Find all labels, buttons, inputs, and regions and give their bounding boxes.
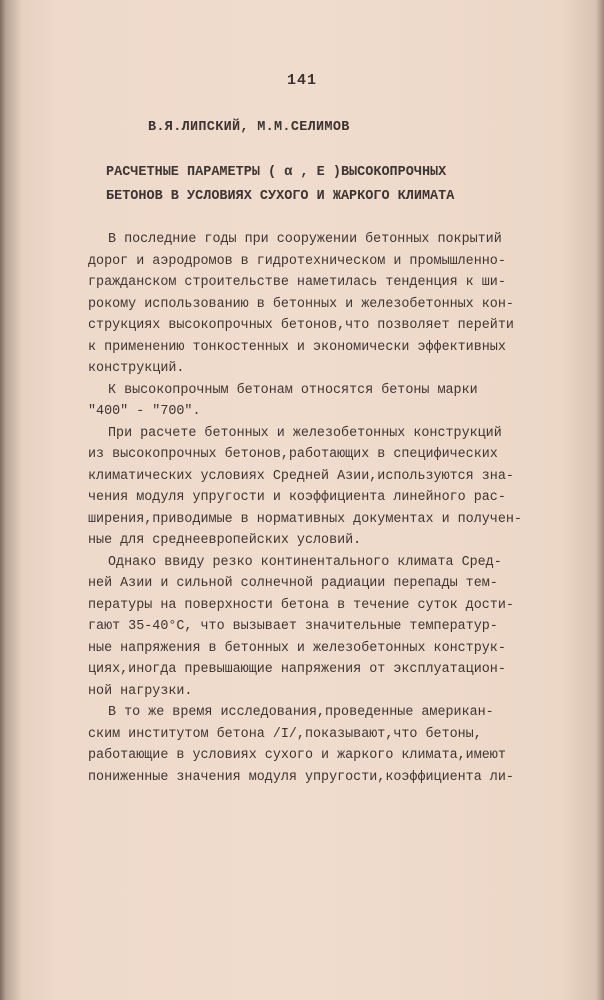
text-line: ней Азии и сильной солнечной радиации перепады тем-: [88, 576, 498, 591]
paragraph: [88, 423, 538, 552]
text-line: ные напряжения в бетонных и железобетонных конструк-: [88, 640, 506, 656]
text-line: гражданском строительстве наметилась тенденция к ши-: [88, 275, 506, 290]
paragraph: [88, 380, 538, 423]
text-line: климатических условиях Средней Азии,используются зна-: [88, 468, 514, 484]
text-line: При расчете бетонных и железобетонных конструкций: [108, 425, 502, 441]
text-line: ной нагрузки.: [88, 683, 193, 699]
text-line: "400" - "700".: [88, 404, 201, 419]
text-line: К высокопрочным бетонам относятся бетоны марки: [108, 382, 478, 398]
article-title: [106, 161, 454, 209]
authors: В.Я.ЛИПСКИЙ, М.М.СЕЛИМОВ: [148, 120, 350, 135]
paragraph: [88, 552, 538, 703]
text-line: струкциях высокопрочных бетонов,что позволяет перейти: [88, 318, 514, 333]
text-line: В последние годы при сооружении бетонных покрытий: [108, 232, 502, 247]
text-line: рокому использованию в бетонных и железобетонных кон-: [88, 296, 514, 312]
text-line: чения модуля упругости и коэффициента линейного рас-: [88, 490, 506, 505]
title-line: БЕТОНОВ В УСЛОВИЯХ СУХОГО И ЖАРКОГО КЛИМАТА: [106, 189, 455, 204]
text-line: из высокопрочных бетонов,работающих в специфических: [88, 447, 498, 462]
text-line: ширения,приводимые в нормативных документах и получен-: [88, 511, 522, 527]
text-line: работающие в условиях сухого и жаркого климата,имеют: [88, 748, 506, 763]
text-line: Однако ввиду резко континентального климата Сред-: [108, 554, 502, 570]
text-line: циях,иногда превышающие напряжения от эксплуатацион-: [88, 662, 506, 677]
text-line: гают 35-40°С, что вызывает значительные температур-: [88, 619, 498, 634]
title-line: РАСЧЕТНЫЕ ПАРАМЕТРЫ ( α , E )ВЫСОКОПРОЧНЫХ: [106, 165, 447, 180]
text-line: к применению тонкостенных и экономически эффективных: [88, 339, 506, 355]
paragraph: [88, 702, 538, 788]
text-line: конструкций.: [88, 361, 185, 376]
text-line: пониженные значения модуля упругости,коэффициента ли-: [88, 769, 514, 785]
text-line: ные для среднеевропейских условий.: [88, 533, 362, 548]
paragraph: [88, 229, 538, 380]
text-line: дорог и аэродромов в гидротехническом и промышленно-: [88, 253, 506, 269]
text-line: пературы на поверхности бетона в течение суток дости-: [88, 597, 514, 613]
text-line: В то же время исследования,проведенные американ-: [108, 705, 494, 720]
page-number: 141: [287, 72, 318, 89]
article-body: [88, 229, 538, 788]
text-line: ским институтом бетона /I/,показывают,что бетоны,: [88, 726, 482, 742]
